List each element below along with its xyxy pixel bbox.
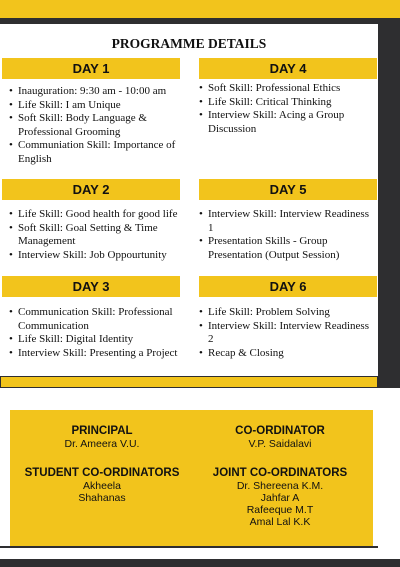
- divider-strip: [0, 376, 378, 388]
- list-item: • Life Skill: Problem Solving: [199, 306, 375, 320]
- list-item: • Communication Skill: Professional Communication: [9, 306, 184, 333]
- student-coordinator-name: Shahanas: [78, 492, 126, 504]
- coordinator-block: [200, 424, 360, 450]
- list-item: • Interview Skill: Acing a Group Discussion: [199, 109, 374, 136]
- list-item: • Life Skill: Good health for good life: [9, 208, 184, 222]
- list-item: • Life Skill: I am Unique: [9, 99, 184, 113]
- student-coordinator-name: Akheela: [83, 480, 121, 492]
- principal-role: PRINCIPAL: [71, 425, 133, 437]
- principal-name: Dr. Ameera V.U.: [64, 438, 140, 450]
- list-item: • Interview Skill: Interview Readiness 2: [199, 320, 375, 347]
- list-item: • Soft Skill: Body Language & Professional Grooming: [9, 112, 184, 139]
- joint-coordinator-name: Rafeeque M.T: [246, 504, 314, 516]
- day-5-list: [199, 208, 375, 262]
- coordinators-panel: [0, 388, 400, 567]
- list-item: • Communiation Skill: Importance of English: [9, 139, 184, 166]
- list-item: • Interview Skill: Job Oppourtunity: [9, 249, 184, 263]
- programme-panel: [0, 24, 378, 386]
- list-item: • Life Skill: Digital Identity: [9, 333, 184, 347]
- list-item: • Presentation Skills - Group Presentation (Output Session): [199, 235, 375, 262]
- day-6-header: DAY 6: [199, 276, 377, 297]
- list-item: • Recap & Closing: [199, 347, 375, 361]
- joint-coordinator-name: Jahfar A: [260, 492, 300, 504]
- joint-coordinator-name: Dr. Shereena K.M.: [236, 480, 324, 492]
- list-item: • Inauguration: 9:30 am - 10:00 am: [9, 85, 184, 99]
- day-3-list: [9, 306, 184, 360]
- day-1-header: DAY 1: [2, 58, 180, 79]
- joint-coordinators-role: JOINT CO-ORDINATORS: [212, 467, 348, 479]
- page-title: PROGRAMME DETAILS: [111, 36, 267, 51]
- day-1-list: [9, 85, 184, 167]
- day-2-header: DAY 2: [2, 179, 180, 200]
- day-3-header: DAY 3: [2, 276, 180, 297]
- principal-block: [22, 424, 182, 450]
- student-coordinators-block: [12, 466, 192, 504]
- list-item: • Life Skill: Critical Thinking: [199, 96, 374, 110]
- coordinators-box: [10, 410, 373, 546]
- list-item: • Interview Skill: Presenting a Project: [9, 347, 184, 361]
- day-2-list: [9, 208, 184, 262]
- joint-coordinators-block: [190, 466, 370, 528]
- list-item: • Soft Skill: Professional Ethics: [199, 82, 374, 96]
- student-coordinators-role: STUDENT CO-ORDINATORS: [24, 467, 180, 479]
- list-item: • Soft Skill: Goal Setting & Time Management: [9, 222, 184, 249]
- list-item: • Interview Skill: Interview Readiness 1: [199, 208, 375, 235]
- bottom-dark-bar: [0, 559, 400, 567]
- day-5-header: DAY 5: [199, 179, 377, 200]
- coordinator-role: CO-ORDINATOR: [235, 425, 325, 437]
- joint-coordinator-name: Amal Lal K.K: [249, 516, 311, 528]
- bottom-dark-line: [0, 546, 378, 548]
- coordinator-name: V.P. Saidalavi: [248, 438, 312, 450]
- day-4-header: DAY 4: [199, 58, 377, 79]
- day-4-list: [199, 82, 374, 136]
- day-6-list: [199, 306, 375, 360]
